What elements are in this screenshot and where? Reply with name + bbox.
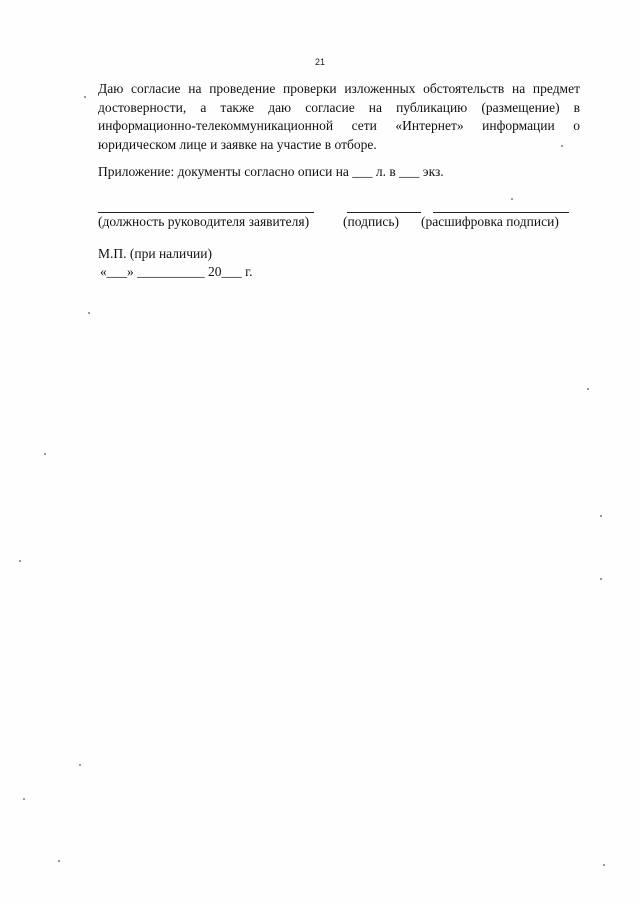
scan-speck xyxy=(603,864,605,866)
scan-speck xyxy=(19,560,21,562)
scan-speck xyxy=(88,312,90,314)
scan-speck xyxy=(511,198,513,200)
date-line: «___» __________ 20___ г. xyxy=(100,264,253,279)
scan-speck xyxy=(44,453,46,455)
consent-paragraph: Даю согласие на проведение проверки изложенных обстоятельств на предмет достоверности, а также даю согласие на публикацию (размещение) в информационно-телекоммуникационной сети «Интернет» информации о юридическом лице и заявке на участие в отборе. xyxy=(98,81,580,152)
scan-speck xyxy=(587,388,589,390)
scan-speck xyxy=(23,798,25,800)
scan-speck xyxy=(79,764,81,766)
scan-speck xyxy=(84,96,86,98)
page-number: 21 xyxy=(314,57,325,67)
stamp-placeholder: М.П. (при наличии) xyxy=(98,246,212,261)
scan-speck xyxy=(58,860,60,862)
scan-speck xyxy=(600,578,602,580)
position-label: (должность руководителя заявителя) xyxy=(98,214,310,229)
scan-speck xyxy=(600,515,602,517)
decoding-label: (расшифровка подписи) xyxy=(421,214,559,229)
appendix-line: Приложение: документы согласно описи на ___ л. в ___ экз. xyxy=(98,164,444,179)
scan-speck xyxy=(561,145,563,147)
signature-label: (подпись) xyxy=(343,214,400,229)
